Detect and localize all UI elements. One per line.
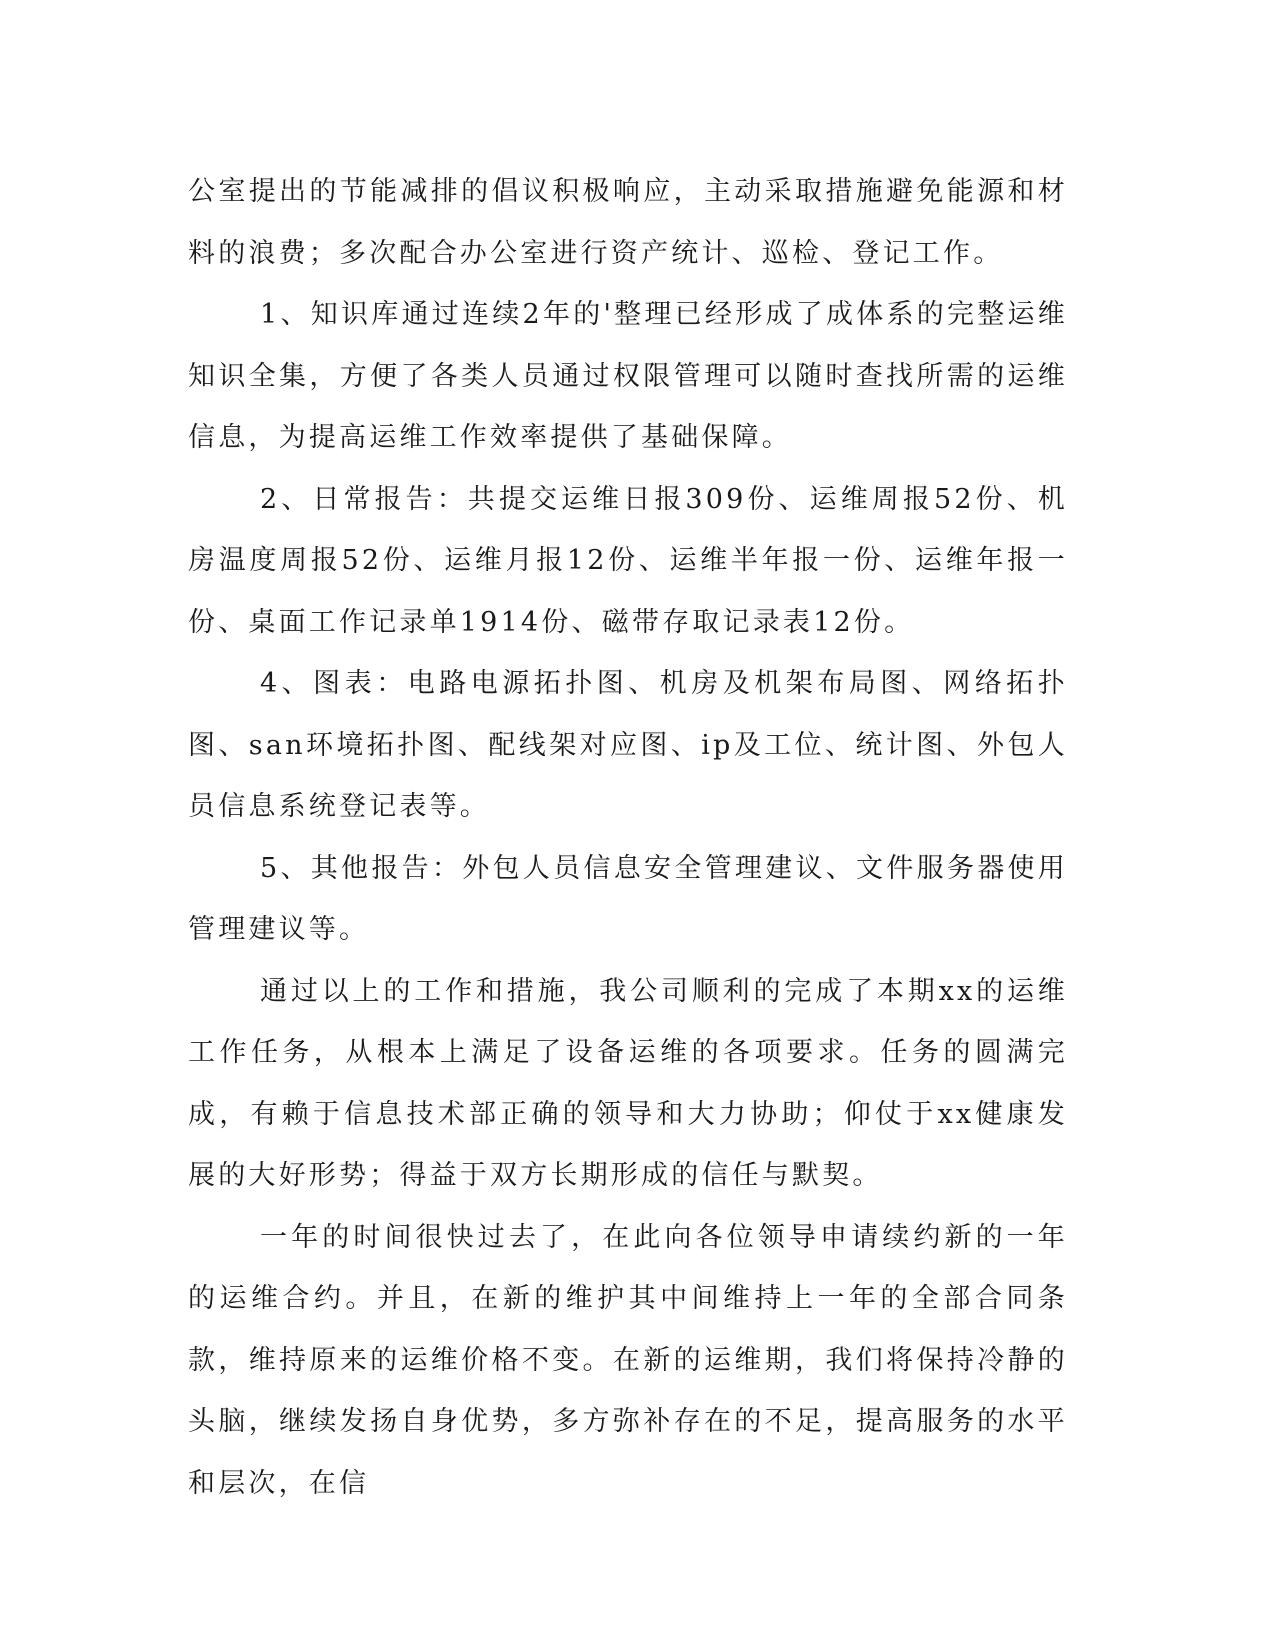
paragraph-charts: 4、图表：电路电源拓扑图、机房及机架布局图、网络拓扑图、san环境拓扑图、配线架对应图、ip及工位、统计图、外包人员信息系统登记表等。 <box>188 668 1068 822</box>
document-body <box>188 161 1068 1514</box>
paragraph-knowledge-base: 1、知识库通过连续2年的'整理已经形成了成体系的完整运维知识全集，方便了各类人员通过权限管理可以随时查找所需的运维信息，为提高运维工作效率提供了基础保障。 <box>188 299 1068 453</box>
paragraph-summary: 通过以上的工作和措施，我公司顺利的完成了本期xx的运维工作任务，从根本上满足了设备运维的各项要求。任务的圆满完成，有赖于信息技术部正确的领导和大力协助；仰仗于xx健康发展的大好形势；得益于双方长期形成的信任与默契。 <box>188 975 1068 1191</box>
paragraph-renewal: 一年的时间很快过去了，在此向各位领导申请续约新的一年的运维合约。并且，在新的维护其中间维持上一年的全部合同条款，维持原来的运维价格不变。在新的运维期，我们将保持冷静的头脑，继续发扬自身优势，多方弥补存在的不足，提高服务的水平和层次，在信 <box>188 1221 1068 1499</box>
paragraph-other-reports: 5、其他报告：外包人员信息安全管理建议、文件服务器使用管理建议等。 <box>188 852 1068 945</box>
paragraph-daily-reports: 2、日常报告：共提交运维日报309份、运维周报52份、机房温度周报52份、运维月报12份、运维半年报一份、运维年报一份、桌面工作记录单1914份、磁带存取记录表12份。 <box>188 483 1068 638</box>
paragraph-energy-saving: 公室提出的节能减排的倡议积极响应，主动采取措施避免能源和材料的浪费；多次配合办公室进行资产统计、巡检、登记工作。 <box>188 176 1068 269</box>
